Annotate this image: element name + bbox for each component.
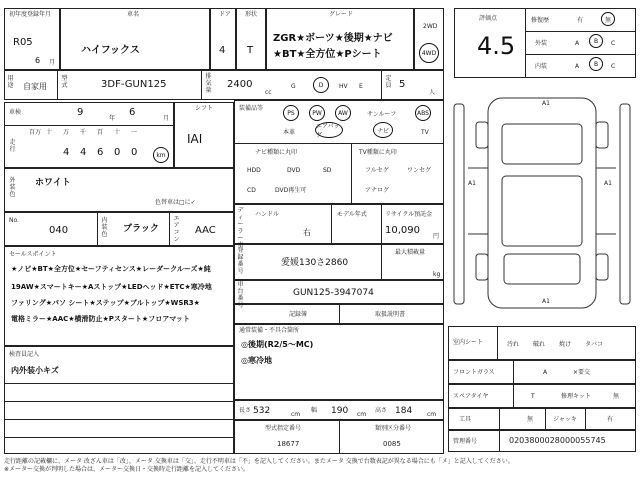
mileage-digit: 0: [131, 147, 138, 158]
ac-label: エアコン: [173, 215, 180, 243]
mileage-unit: km: [156, 151, 166, 159]
seat-opt-tear: 破れ: [533, 341, 546, 348]
drive-label: 2WD: [423, 23, 438, 30]
max-load-unit: kg: [433, 271, 441, 278]
first-reg-month: 6: [35, 56, 41, 65]
interior-b: B: [593, 60, 599, 68]
car-name-value: ハイフックス: [81, 45, 140, 56]
tools-label: 工具: [459, 416, 472, 423]
equip-navi: ナビ: [376, 127, 389, 135]
jack-label: ジャッキ: [553, 416, 577, 423]
fuel-d-circle: [313, 77, 329, 93]
category-code-value: 0085: [383, 440, 401, 448]
equipment-label: 装備品等: [239, 105, 264, 112]
equip-tv: TV: [421, 129, 429, 136]
equip-ps-circle: [283, 105, 299, 121]
misc-row: [4, 212, 234, 246]
shift-cell: [174, 102, 234, 168]
sales-point-line-1: ★ノビ★BT★全方位★セーフティセンス★レーダークルーズ★純: [11, 265, 211, 273]
mileage-digit-label: 十: [114, 129, 121, 136]
grade-label: グレード: [329, 11, 354, 18]
spare-tire-row: [448, 384, 636, 408]
footer-line-1: 走行距離の記載欄に、メータ 改ざん車は「改」、メータ 交換車は「交」、走行不明車は「不」を記入してください。またメータ 交換で台数表記が異なる場合にも「メ」と記入してください。: [4, 458, 514, 465]
usage-value: 自家用: [23, 82, 47, 91]
model-label: 型式: [61, 75, 68, 89]
equip-abs: ABS: [417, 109, 429, 117]
tv-type-label: TV種類に丸印: [359, 149, 397, 156]
repair-no-circle: [601, 12, 615, 26]
navi-type-label: ナビ種類に丸印: [255, 149, 298, 156]
navi-cd: CD: [247, 187, 256, 194]
mileage-digit-label: 万: [63, 129, 70, 136]
damage-label-right: A1: [604, 180, 612, 187]
equip-pw-circle: [309, 105, 325, 121]
color-no-value: 040: [49, 225, 69, 236]
grade-line-1: ZGR★ボーツ★後期★ナビ: [273, 33, 393, 44]
equip-aw: AW: [338, 109, 348, 117]
displacement-value: 2400: [227, 79, 253, 90]
management-row: [448, 430, 636, 452]
model-year-label: モデル年式: [337, 211, 367, 218]
car-outline-svg: [448, 84, 636, 322]
interior-color-value: ブラック: [123, 224, 159, 234]
management-label: 管理番号: [453, 438, 478, 445]
capacity-unit: 人: [429, 89, 436, 96]
width-value: 190: [331, 406, 349, 416]
inspector-notes-label: 検査員記入: [9, 351, 40, 358]
ac-value: AAC: [195, 225, 216, 236]
equipment-cell: [234, 100, 444, 204]
seat-opt-dirt: 汚れ: [507, 341, 520, 348]
height-unit: cm: [427, 411, 437, 418]
spare-opt-kit: 修理キット: [561, 393, 591, 400]
score-value: 4.5: [477, 32, 516, 60]
length-unit: cm: [291, 411, 301, 418]
shape-cell: [236, 8, 266, 70]
chassis-cell: [234, 280, 444, 309]
inspection-cell: [4, 102, 174, 168]
doors-cell: [210, 8, 236, 70]
interior-label: 内装: [535, 63, 548, 70]
inspector-notes-value: 内外装小キズ: [11, 366, 59, 375]
mileage-digit: 4: [80, 147, 87, 158]
spare-tire-label: スペアタイヤ: [453, 393, 489, 400]
repair-opt-no: 無: [604, 16, 611, 24]
interior-seat-row: [448, 326, 636, 360]
windshield-label: フロントガラス: [453, 369, 495, 376]
category-code-label: 類別区分番号: [375, 425, 412, 432]
management-number: 0203800028000055745: [509, 436, 606, 445]
equip-airbag: エアバッグ: [316, 123, 340, 139]
equip-navi-circle: [373, 122, 393, 138]
capacity-value: 5: [399, 79, 406, 90]
windshield-opt-a: A: [543, 369, 548, 376]
mileage-digit: 6: [97, 147, 104, 158]
equip-sunroof: サンルーフ: [367, 111, 397, 118]
drive-cell: [414, 8, 444, 70]
first-reg-month-unit: 月: [49, 59, 56, 66]
spare-opt-t: T: [531, 393, 535, 400]
usage-label: 用途: [7, 75, 14, 89]
drive-4wd-value: 4WD: [421, 49, 437, 57]
mileage-digit-label: 十: [46, 129, 53, 136]
doors-value: 4: [219, 45, 226, 56]
length-value: 532: [253, 406, 271, 416]
width-unit: cm: [357, 411, 367, 418]
handle-label: ハンドル: [255, 211, 280, 218]
exterior-a: A: [575, 40, 580, 47]
recycle-value: 10,090: [385, 225, 420, 236]
fuel-g: G: [291, 83, 296, 90]
mileage-digit-label: 千: [80, 129, 87, 136]
score-label: 評価点: [479, 15, 498, 22]
remarks-cell: [234, 324, 444, 400]
mileage-digit-label: 百万: [29, 129, 42, 136]
remarks-label: 通常装備・不具合箇所: [239, 327, 300, 334]
shift-value: IAI: [187, 132, 203, 146]
navi-hdd: HDD: [247, 167, 261, 174]
interior-b-circle: [589, 57, 603, 71]
fuel-e: E: [359, 83, 363, 90]
damage-label-front: A1: [542, 100, 550, 107]
interior-c: C: [611, 63, 616, 70]
first-reg-year: R05: [13, 37, 33, 48]
exterior-b: B: [593, 37, 599, 45]
score-panel: [454, 8, 636, 78]
mileage-label: 走行: [9, 139, 16, 153]
mileage-digit: 0: [114, 147, 121, 158]
inspection-year: 9: [77, 107, 84, 118]
mileage-digit-label: 百: [97, 129, 104, 136]
height-label: 高さ: [375, 407, 388, 414]
displacement-label: 排気量: [205, 73, 212, 94]
dealer-section-label: ディーラー車: [237, 207, 244, 249]
windshield-row: [448, 360, 636, 384]
recycle-yen: 円: [433, 233, 440, 240]
repair-label: 修復歴: [531, 17, 550, 24]
recycle-label: リサイクル預託金: [385, 211, 433, 218]
color-cell: [4, 168, 234, 212]
tools-value: 無: [527, 416, 534, 423]
shape-value: T: [247, 45, 254, 56]
manual-label: 記録簿: [289, 311, 308, 318]
first-reg-label: 初年度登録年月: [9, 11, 52, 18]
car-name-label: 車名: [127, 11, 140, 18]
equip-leather: 本革: [283, 129, 296, 136]
grade-line-2: ★BT★全方位★Pシート: [273, 49, 382, 60]
model-code-label: 型式指定番号: [265, 425, 302, 432]
chassis-value: GUN125-3947074: [293, 288, 374, 298]
model-code-value: 18677: [277, 440, 300, 448]
equip-ps: PS: [287, 109, 295, 117]
navi-sd: SD: [323, 167, 332, 174]
registry-label: 取扱説明書: [375, 311, 406, 318]
shape-label: 形状: [245, 11, 258, 18]
capacity-label: 定員: [385, 75, 392, 89]
remarks-line-2: ◎寒冷地: [241, 356, 272, 365]
repair-opt-yes: 有: [577, 17, 584, 24]
exterior-b-circle: [589, 34, 603, 48]
color-no-label: No.: [9, 217, 19, 224]
damage-label-left: A1: [468, 180, 476, 187]
equip-abs-circle: [415, 105, 431, 121]
color-label: 外装色: [9, 177, 16, 198]
interior-seat-label: 室内シート: [453, 339, 484, 346]
chassis-label: 車台番号: [237, 281, 244, 309]
sales-points-label: セールスポイント: [9, 251, 57, 258]
handle-value: 右: [303, 228, 311, 237]
inspection-year-unit: 年: [109, 115, 116, 122]
drive-4wd-circle: [419, 43, 439, 63]
max-load-label: 最大積載量: [395, 249, 426, 256]
tv-analog: アナログ: [365, 187, 390, 194]
sales-point-line-3: ファリング★パソ シート★ステップ★ブルトップ★WSR3★: [11, 299, 200, 307]
model-value: 3DF-GUN125: [101, 79, 167, 90]
record-cell: [234, 304, 444, 324]
car-name-cell: [60, 8, 210, 70]
width-label: 幅: [311, 407, 318, 414]
dealer-cell: [234, 204, 444, 249]
length-label: 長さ: [239, 407, 252, 414]
remarks-line-1: ◎後期(R2/5〜MC): [241, 340, 314, 349]
equip-aw-circle: [335, 105, 351, 121]
codes-cell: [234, 420, 444, 454]
windshield-opt-replace: ×要交: [573, 369, 591, 376]
first-registration-cell: [4, 8, 60, 70]
sales-point-line-4: 電格ミラー★AAC★横滑防止★Pスタート★フロアマット: [11, 315, 190, 323]
tv-oneseg: ワンセグ: [407, 167, 432, 174]
color-change-note: 色替車は□に✓: [155, 199, 196, 206]
inspection-month-unit: 月: [163, 115, 170, 122]
seat-opt-burn: 焼け: [559, 341, 572, 348]
fuel-d: D: [318, 81, 324, 89]
color-value: ホワイト: [35, 178, 71, 188]
inspector-notes-cell: [4, 346, 234, 454]
shift-label: シフト: [195, 105, 214, 112]
km-circle: [153, 147, 169, 163]
equip-pw: PW: [312, 109, 322, 117]
footer-line-2: ※メーター交換が判明した場合は、メーター交換日・交換時走行距離を記入してください。: [4, 466, 250, 473]
navi-dvd-play: DVD再生可: [275, 187, 307, 194]
spare-opt-none: 無: [613, 393, 620, 400]
exterior-label: 外装: [535, 40, 548, 47]
equip-airbag-circle: [315, 122, 343, 138]
sales-points-cell: [4, 246, 234, 346]
jack-value: 有: [607, 416, 614, 423]
grade-cell: [266, 8, 414, 70]
fuel-hv: HV: [339, 83, 348, 90]
damage-label-rear: A1: [542, 298, 550, 305]
doors-label: ドア: [219, 11, 231, 18]
tools-row: [448, 408, 636, 430]
sales-point-line-2: 19AW★スマートキー★Aストップ★LEDヘッド★ETC★寒冷地: [11, 283, 212, 291]
footer-notes: [4, 458, 636, 474]
cc-unit: cc: [265, 89, 272, 96]
interior-color-label: 内装色: [101, 217, 108, 238]
vehicle-diagram: [448, 84, 636, 322]
inspection-month: 6: [129, 107, 136, 118]
height-value: 184: [395, 406, 413, 416]
inspection-label: 車検: [9, 109, 22, 116]
seat-opt-tobacco: タバコ: [585, 341, 603, 348]
usage-row: [4, 70, 444, 100]
dimensions-cell: [234, 400, 444, 420]
interior-a: A: [575, 63, 580, 70]
registration-label: 登録番号: [237, 247, 244, 275]
registration-value: 愛媛130さ2860: [281, 258, 349, 268]
registration-cell: [234, 244, 444, 280]
navi-dvd: DVD: [287, 167, 301, 174]
mileage-digit-label: 一: [131, 129, 138, 136]
tv-fullseg: フルセグ: [365, 167, 389, 174]
exterior-c: C: [611, 40, 616, 47]
mileage-digit: 4: [63, 147, 70, 158]
